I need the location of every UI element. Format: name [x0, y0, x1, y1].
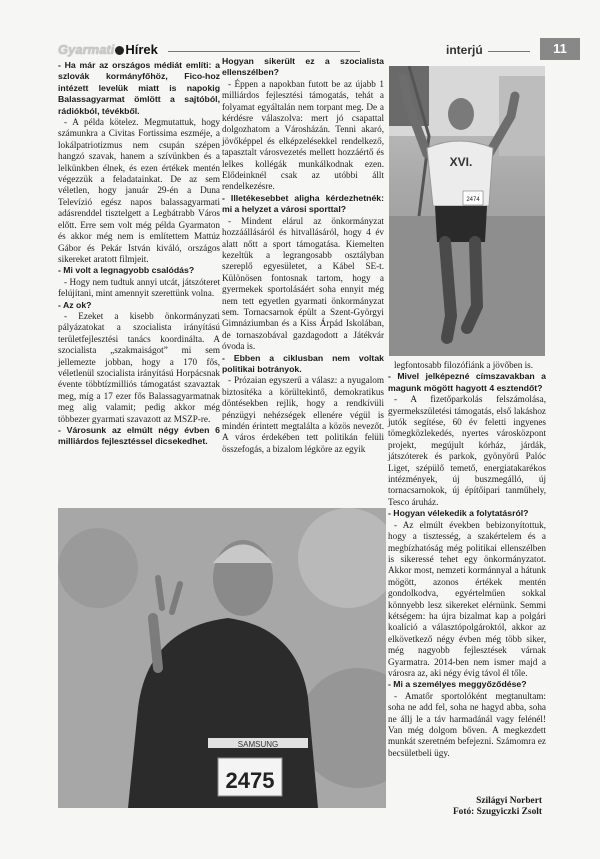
- logo-city: Gyarmati: [58, 42, 115, 57]
- author-name: Szilágyi Norbert: [476, 796, 542, 806]
- interview-question: Hogyan sikerült ez a szocialista ellenszélben?: [222, 56, 384, 78]
- interview-answer: legfontosabb filozófiánk a jövőben is.: [394, 360, 534, 370]
- text-column-1: [58, 60, 220, 448]
- portrait-photo: [58, 508, 386, 808]
- interview-answer: - A példa kötelez. Megmutattuk, hogy számunkra a Civitas Fortissima eszméje, a lokálpatriotizmus nem csupán szépen hangzó szavak, hanem a szívünkben és a lelkünkben élnek, és ezen értékek mentén végezzük a feladatainkat. De az sem véletlen, hogy január 29-én a Duna Televízió egész napos balassagyarmati adásrenddel tisztelgett a Legbátrabb Város előtt. Erre sem volt még példa Gyarmaton és akkor még nem is említettem Mattúz Gábor és Pekár István kiváló, országos sikereket aratott filmjeit.: [58, 117, 220, 264]
- interview-question: - Ha már az országos médiát említi: a szlovák kormányfőhöz, Fico-hoz intézett levelük miatt is napokig Balassagyarmat ömlött a sajtóból, rádiókból, tévékből.: [58, 60, 220, 116]
- text-column-2: [222, 56, 384, 455]
- interview-answer: - Prózaian egyszerű a válasz: a nyugalom biztosítéka a körültekintő, demokratikus döntésekben rejlik, hogy a rendkívüli pénzügyi nehézségek ellenére végül is mindén érintett megtalálta a közös nevezőt. A város érdekében tett politikán felüli összefogás, a bizalom légköre az egyik: [222, 375, 384, 454]
- interview-question: - Ebben a ciklusban nem voltak politikai botrányok.: [222, 352, 384, 374]
- interview-answer: - Ezeket a kisebb önkormányzati pályázatokat a szocialista irányítású területfejlesztési tanács koordinálta. A szocialista „szakmaiságot” mi sem jellemezte jobban, hogy a 170 fős, véletlenül szocialista irányítású Horpácsnak évente többtízmilliós támogatást szavaztak meg, míg a 17 ezer fős Balassagyarmatnak meg alig valamit; pedig akkor még többezer gyarmati szavazott az MSZP-re.: [58, 310, 220, 424]
- signature: [453, 796, 542, 818]
- interview-question: - Hogyan vélekedik a folytatásról?: [388, 508, 529, 519]
- shirt-text: XVI.: [449, 155, 473, 169]
- header-rule-left: [168, 51, 360, 52]
- interview-answer: - Hogy nem tudtuk annyi utcát, játszóteret felújítani, mint amennyit szerettünk volna.: [58, 276, 220, 299]
- text-column-3: [388, 360, 546, 759]
- runner-photo: [389, 66, 545, 356]
- page-number: 11: [540, 38, 580, 60]
- interview-answer: - Mindent elárul az önkormányzat hozzáállásáról és hitvallásáról, hogy 4 év alatt nőtt a sport támogatása. Kiemelten kezeltük a legrangosabb osztályban szereplő egyesületet, a Kábel SE-t. Különösen fontosnak tartom, hogy a gyermekek sportolásáért soha ennyit még nem tett egyetlen gyarmati önkormányzat sem. Tornacsarnok épült a Szent-Györgyi Gimnáziumban és a Kiss Árpád Iskolában, de tornaszobával gazdagodott a Játékvár óvoda is.: [222, 215, 384, 352]
- interview-question: - Az ok?: [58, 299, 92, 310]
- photo-credit: Fotó: Szugyiczki Zsolt: [452, 807, 542, 817]
- runner-bib-top: 2474: [466, 197, 480, 203]
- interview-answer: - Éppen a napokban futott be az újabb 1 milliárdos fejlesztési támogatás, tehát a folyamat egyáltalán nem torpant meg. De a kérdésre válaszolva: mert jó csapattal dolgozhatom a Városházán. Tenni akaró, jövőképpel és elképzelésekkel rendelkező, tapasztalt városvezetés mellett hozzáértő és lelkes kollégák munkálkodnak ezen. Elődeinknél csak az utóbbi állt rendelkezésre.: [222, 78, 384, 192]
- interview-answer: - Az elmúlt években bebizonyítottuk, hogy a tisztesség, a szakértelem és a megbízhatóság még politikai ellenszélben is sikeressé tehet egy önkormányzatot. Akkor most, nemzeti kormánnyal a hátunk mögött, azonos értékek mentén gondolkodva, egyértelműen sokkal könnyebb lesz sikereket elérnünk. Semmi kétségem: ha újra bizalmat kap a polgári koalíció a választópolgároktól, akkor az elkövetkező négy évben még több siker, még nagyobb fejlesztések várnak Gyarmatra. 2014-ben nem ismer majd a városra az, aki négy évig távol él tőle.: [388, 519, 546, 678]
- header-rule-right: [488, 51, 530, 52]
- interview-answer: - A fizetőparkolás felszámolása, gyermekszületési támogatás, első lakáshoz jutók segítése, 60 év feletti ingyenes tömegközlekedés, nyertes városközpont projekt, megújult kórház, járdák, játszóterek és parkok, gyönyörű Palóc Liget, szépülő temető, energiatakarékos intézmények, új buszmegálló, új tornacsarnokok, új építőipari tanműhely, Tesco áruház.: [388, 394, 546, 507]
- interview-question: - Mi volt a legnagyobb csalódás?: [58, 265, 195, 276]
- magazine-logo: [58, 42, 158, 57]
- interview-question: - Mivel jelképezné címszavakban a magunk mögött hagyott 4 esztendőt?: [388, 371, 546, 393]
- interview-question: - Illetékesebbet aligha kérdezhetnék: mi a helyzet a városi sporttal?: [222, 192, 384, 215]
- section-label: interjú: [446, 43, 483, 57]
- logo-news: Hírek: [125, 42, 158, 57]
- logo-dot-icon: [115, 46, 124, 55]
- interview-answer: - Amatőr sportolóként megtanultam: soha ne add fel, soha ne hagyd abba, soha ne állj le a táv harmadánál vagy felénél! Van még dolgom bőven. A megkezdett munkát szeretném befejezni. Számomra ez becsületbeli ügy.: [388, 690, 546, 758]
- portrait-illustration: [58, 508, 386, 808]
- interview-question: - Városunk az elmúlt négy évben 6 milliárdos fejlesztéssel dicsekedhet.: [58, 425, 220, 447]
- bib-sponsor: SAMSUNG: [237, 740, 279, 749]
- runner-bib-bottom: 2475: [225, 768, 275, 793]
- interview-question: - Mi a személyes meggyőződése?: [388, 679, 527, 690]
- runner-illustration: [389, 66, 545, 356]
